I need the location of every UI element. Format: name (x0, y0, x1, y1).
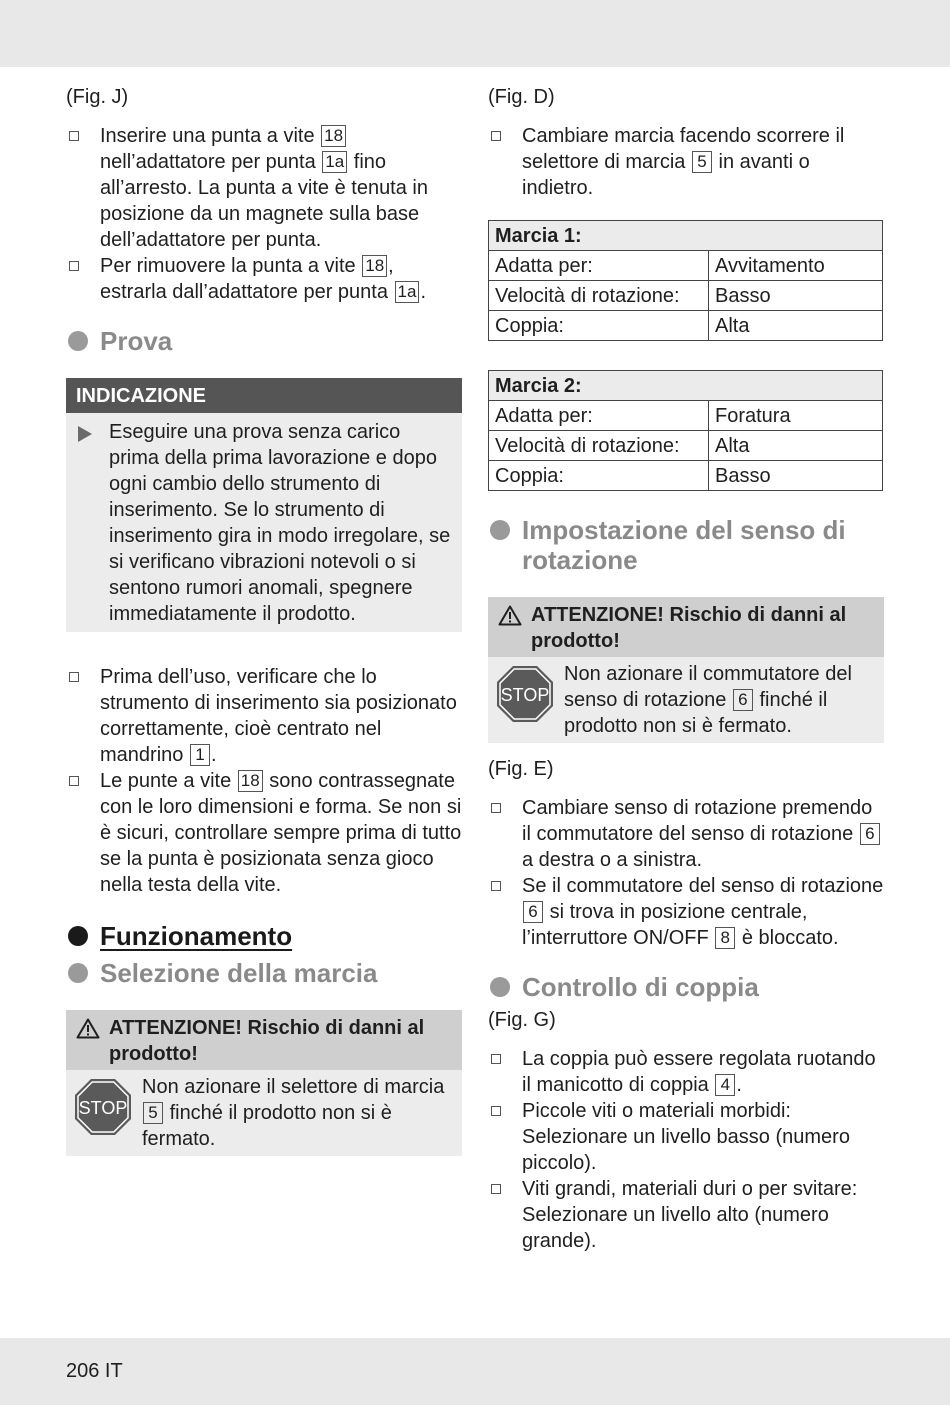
checkbox-bullet-icon (69, 261, 79, 271)
checkbox-bullet-icon (69, 776, 79, 786)
header-band (0, 0, 950, 67)
list-item: Le punte a vite 18 sono contrassegnate con le loro dimensioni e forma. Se non si è sicuri, controllare sempre prima di tutto se la punta è posizionata senza gioco nella testa della vite. (66, 768, 462, 898)
list-item: Cambiare senso di rotazione premendo il commutatore del senso di rotazione 6 a destra o a sinistra. (488, 795, 884, 873)
figure-reference: (Fig. E) (488, 758, 554, 780)
table-row: Velocità di rotazione: Alta (489, 431, 883, 461)
list-item: Piccole viti o materiali morbidi: Selezionare un livello basso (numero piccolo). (488, 1098, 884, 1176)
right-column (488, 84, 884, 1254)
part-number: 6 (733, 689, 753, 711)
part-number: 6 (860, 823, 880, 845)
note-box (66, 378, 462, 632)
warning-triangle-icon (498, 605, 522, 626)
page-number: 206 IT (66, 1360, 123, 1382)
list-item: Viti grandi, materiali duri o per svitare: Selezionare un livello alto (numero grande). (488, 1176, 884, 1254)
arrow-right-icon (78, 426, 92, 442)
part-number: 18 (321, 125, 346, 147)
bullet-dot-icon (68, 331, 88, 351)
table-row: Coppia: Alta (489, 311, 883, 341)
table-row: Velocità di rotazione: Basso (489, 281, 883, 311)
svg-text:STOP: STOP (78, 1098, 128, 1118)
stop-sign-icon (74, 1078, 132, 1136)
part-number: 1a (322, 151, 347, 173)
gear-1-table (488, 220, 883, 341)
gear-2-table (488, 370, 883, 491)
table-header: Marcia 1: (489, 221, 883, 251)
warning-box (66, 1010, 462, 1156)
bullet-dot-icon (490, 977, 510, 997)
list-item: Cambiare marcia facendo scorrere il selettore di marcia 5 in avanti o indietro. (488, 123, 884, 201)
list-item: Prima dell’uso, verificare che lo strumento di inserimento sia posizionato correttamente, cioè centrato nel mandrino 1 . (66, 664, 462, 768)
figure-reference: (Fig. G) (488, 1009, 556, 1031)
section-heading-coppia: Controllo di coppia (488, 972, 884, 1002)
bullet-dot-icon (68, 926, 88, 946)
checkbox-bullet-icon (491, 1184, 501, 1194)
section-heading-senso: Impostazione del senso di rotazione (488, 515, 884, 575)
table-header: Marcia 2: (489, 371, 883, 401)
part-number: 5 (143, 1102, 163, 1124)
list-item: Se il commutatore del senso di rotazione 6 si trova in posizione centrale, l’interruttore ON/OFF 8 è bloccato. (488, 873, 884, 951)
list-item: La coppia può essere regolata ruotando il manicotto di coppia 4 . (488, 1046, 884, 1098)
stop-sign-icon (496, 665, 554, 723)
list-item: Per rimuovere la punta a vite 18 , estrarla dall’adattatore per punta 1a . (66, 253, 462, 305)
table-row: Adatta per: Foratura (489, 401, 883, 431)
left-column (66, 84, 462, 1156)
checkbox-bullet-icon (491, 881, 501, 891)
part-number: 5 (692, 151, 712, 173)
checkbox-bullet-icon (69, 131, 79, 141)
figure-reference: (Fig. D) (488, 86, 555, 108)
footer-band (0, 1338, 950, 1405)
warning-triangle-icon (76, 1018, 100, 1039)
table-row: Adatta per: Avvitamento (489, 251, 883, 281)
part-number: 4 (715, 1074, 735, 1096)
part-number: 18 (362, 255, 387, 277)
checkbox-bullet-icon (491, 131, 501, 141)
figure-reference: (Fig. J) (66, 86, 129, 108)
part-number: 1 (190, 744, 210, 766)
section-heading-funzionamento: Funzionamento (66, 921, 462, 951)
checkbox-bullet-icon (491, 1054, 501, 1064)
warning-title: ATTENZIONE! Rischio di danni al prodotto! (66, 1010, 462, 1070)
checkbox-bullet-icon (491, 1106, 501, 1116)
list-item: Inserire una punta a vite 18 nell’adattatore per punta 1a fino all’arresto. La punta a vite è tenuta in posizione da un magnete sulla base dell’adattatore per punta. (66, 123, 462, 253)
checkbox-bullet-icon (491, 803, 501, 813)
part-number: 1a (395, 281, 420, 303)
warning-body: STOP Non azionare il commutatore del senso di rotazione 6 finché il prodotto non si è fermato. (488, 657, 884, 743)
bullet-dot-icon (490, 520, 510, 540)
part-number: 6 (523, 901, 543, 923)
part-number: 18 (238, 770, 263, 792)
bullet-dot-icon (68, 963, 88, 983)
table-row: Coppia: Basso (489, 461, 883, 491)
warning-title: ATTENZIONE! Rischio di danni al prodotto! (488, 597, 884, 657)
svg-text:STOP: STOP (500, 685, 550, 705)
part-number: 8 (715, 927, 735, 949)
section-heading-selezione: Selezione della marcia (66, 958, 462, 988)
checkbox-bullet-icon (69, 672, 79, 682)
note-body: Eseguire una prova senza carico prima della prima lavorazione e dopo ogni cambio dello strumento di inserimento. Se lo strumento di inserimento gira in modo irregolare, se si verificano vibrazioni notevoli o si sentono rumori anomali, spegnere immediatamente il prodotto. (66, 413, 462, 632)
section-heading-prova: Prova (66, 326, 462, 356)
note-title: INDICAZIONE (66, 378, 462, 413)
warning-body: STOP Non azionare il selettore di marcia 5 finché il prodotto non si è fermato. (66, 1070, 462, 1156)
warning-box (488, 597, 884, 743)
